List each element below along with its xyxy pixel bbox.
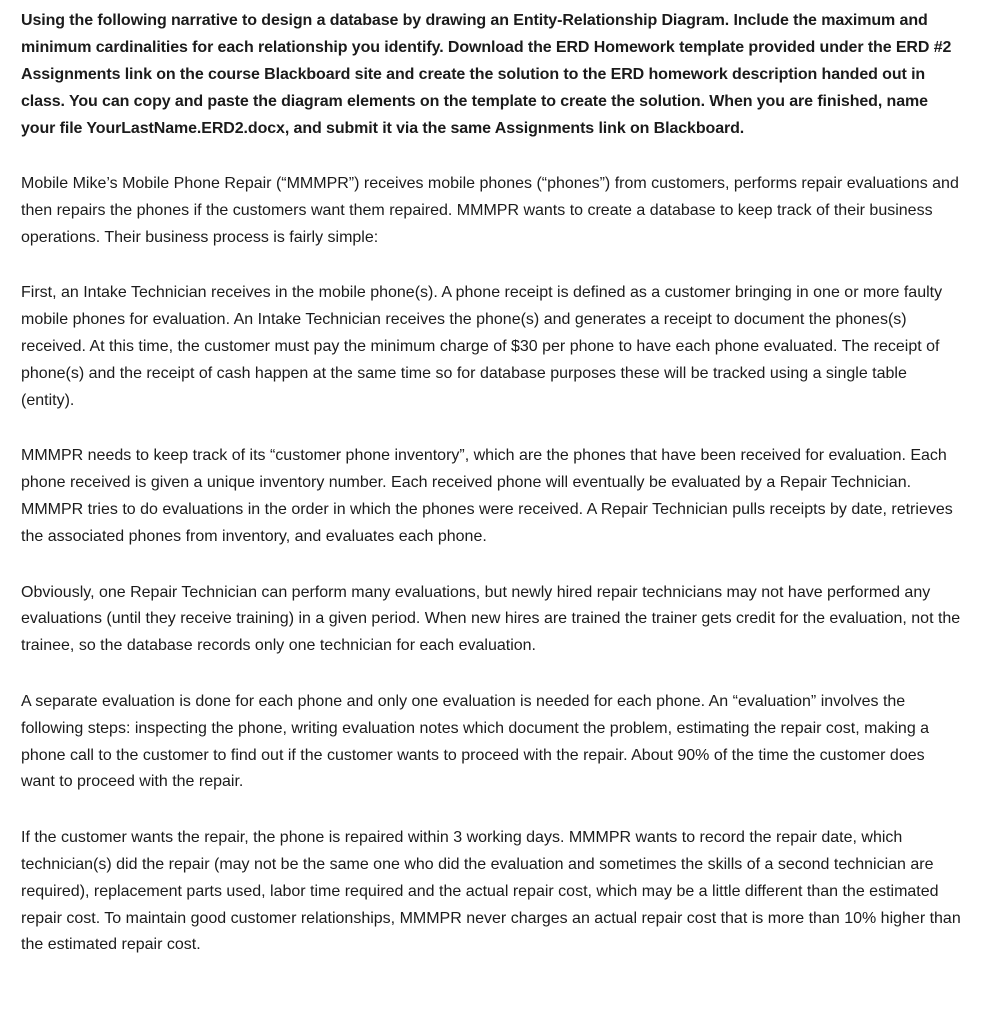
narrative-paragraph-technicians: Obviously, one Repair Technician can perform many evaluations, but newly hired repair technicians may not have performed any evaluations (until they receive training) in a given period. When new hires are trained the trainer gets credit for the evaluation, not the trainee, so the database records only one technician for each evaluation. — [21, 583, 961, 655]
narrative-paragraph-inventory: MMMPR needs to keep track of its “customer phone inventory”, which are the phones that have been received for evaluation. Each phone received is given a unique inventory number. Each received phone will eventually be evaluated by a Repair Technician. MMMPR tries to do evaluations in the order in which the phones were received. A Repair Technician pulls receipts by date, retrieves the associated phones from inventory, and evaluates each phone. — [21, 447, 953, 545]
narrative-paragraph-repair: If the customer wants the repair, the phone is repaired within 3 working days. MMMPR wants to record the repair date, which technician(s) did the repair (may not be the same one who did the evaluation and sometimes the skills of a second technician are required), replacement parts used, labor time required and the actual repair cost, which may be a little different than the estimated repair cost. To maintain good customer relationships, MMMPR never charges an actual repair cost that is more than 10% higher than the estimated repair cost. — [21, 829, 961, 954]
narrative-paragraph-intro: Mobile Mike’s Mobile Phone Repair (“MMMPR”) receives mobile phones (“phones”) from customers, performs repair evaluations and then repairs the phones if the customers want them repaired. MMMPR wants to create a database to keep track of their business operations. Their business process is fairly simple: — [21, 175, 959, 246]
document-page — [21, 0, 961, 959]
assignment-instructions: Using the following narrative to design a database by drawing an Entity-Relationship Diagram. Include the maximum and minimum cardinalities for each relationship you identify. Download the ERD Homework template provided under the ERD #2 Assignments link on the course Blackboard site and create the solution to the ERD homework description handed out in class. You can copy and paste the diagram elements on the template to create the solution. When you are finished, name your file YourLastName.ERD2.docx, and submit it via the same Assignments link on Blackboard. — [21, 12, 952, 137]
narrative-paragraph-evaluation: A separate evaluation is done for each phone and only one evaluation is needed for each phone. An “evaluation” involves the following steps: inspecting the phone, writing evaluation notes which document the problem, estimating the repair cost, making a phone call to the customer to find out if the customer wants to proceed with the repair. About 90% of the time the customer does want to proceed with the repair. — [21, 692, 930, 791]
narrative-paragraph-intake: First, an Intake Technician receives in the mobile phone(s). A phone receipt is defined as a customer bringing in one or more faulty mobile phones for evaluation. An Intake Technician receives the phone(s) and generates a receipt to document the phones(s) received. At this time, the customer must pay the minimum charge of $30 per phone to have each phone evaluated. The receipt of phone(s) and the receipt of cash happen at the same time so for database purposes these will be tracked using a single table (entity). — [21, 284, 943, 409]
